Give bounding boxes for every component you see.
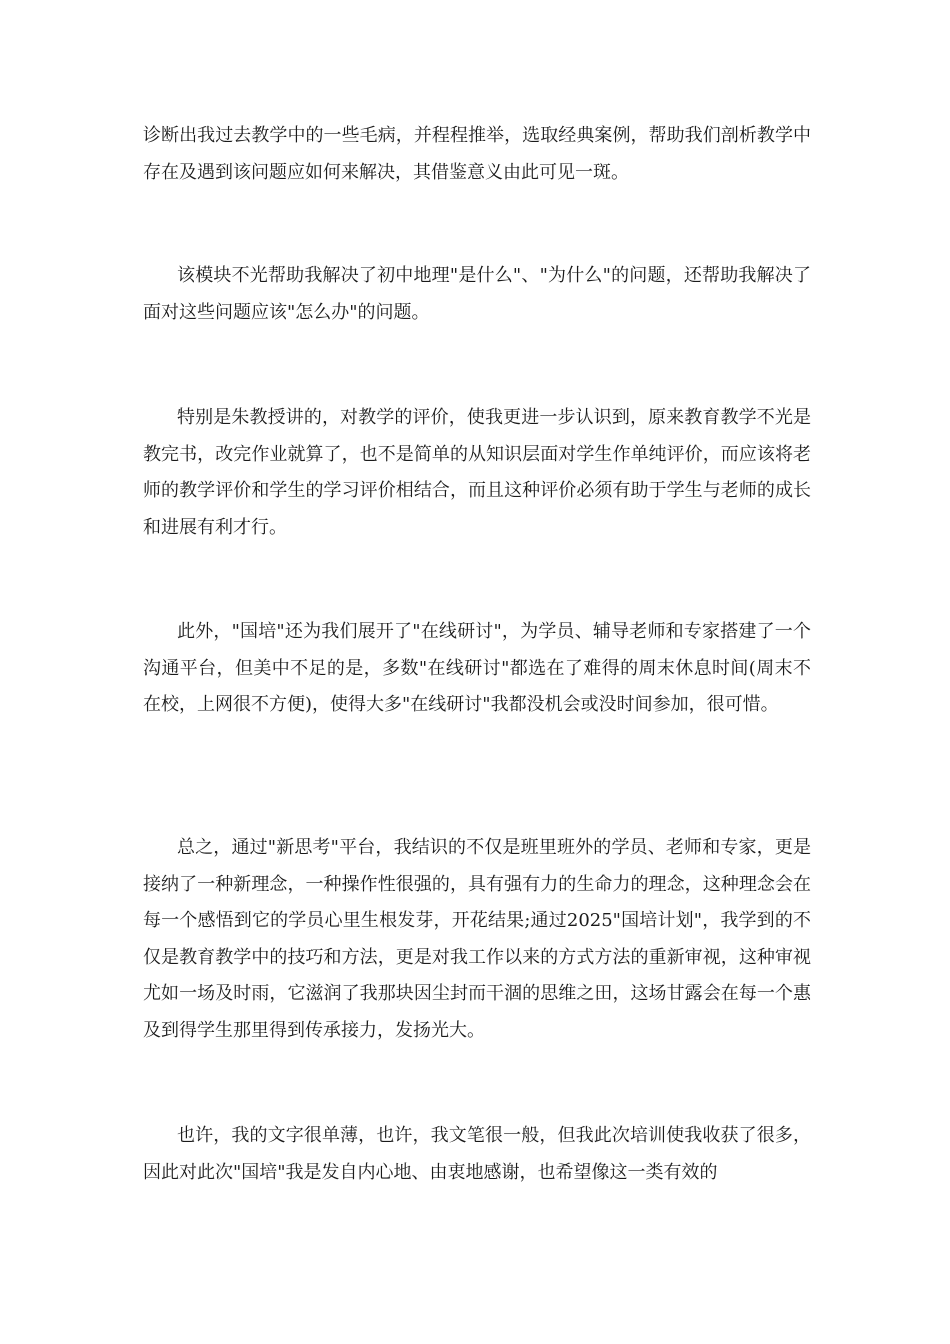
paragraph-6: 也许，我的文字很单薄，也许，我文笔很一般，但我此次培训使我收获了很多，因此对此次"国培"我是发自内心地、由衷地感谢，也希望像这一类有效的 (143, 1125, 811, 1183)
paragraph-2: 该模块不光帮助我解决了初中地理"是什么"、"为什么"的问题，还帮助我解决了面对这些问题应该"怎么办"的问题。 (143, 265, 811, 323)
paragraph-4: 此外，"国培"还为我们展开了"在线研讨"，为学员、辅导老师和专家搭建了一个沟通平台，但美中不足的是，多数"在线研讨"都选在了难得的周末休息时间(周末不在校，上网很不方便)，使得大多"在线研讨"我都没机会或没时间参加，很可惜。 (143, 621, 811, 715)
paragraph-3: 特别是朱教授讲的，对教学的评价，使我更进一步认识到，原来教育教学不光是教完书，改完作业就算了，也不是简单的从知识层面对学生作单纯评价，而应该将老师的教学评价和学生的学习评价相结合，而且这种评价必须有助于学生与老师的成长和进展有利才行。 (143, 407, 811, 538)
paragraph-1: 诊断出我过去教学中的一些毛病，并程程推举，选取经典案例，帮助我们剖析教学中存在及遇到该问题应如何来解决，其借鉴意义由此可见一斑。 (143, 125, 811, 183)
paragraph-5: 总之，通过"新思考"平台，我结识的不仅是班里班外的学员、老师和专家，更是接纳了一种新理念，一种操作性很强的，具有强有力的生命力的理念，这种理念会在每一个感悟到它的学员心里生根发芽，开花结果;通过2025"国培计划"，我学到的不仅是教育教学中的技巧和方法，更是对我工作以来的方式方法的重新审视，这种审视尤如一场及时雨，它滋润了我那块因尘封而干涸的思维之田，这场甘露会在每一个惠及到得学生那里得到传承接力，发扬光大。 (143, 837, 811, 1041)
